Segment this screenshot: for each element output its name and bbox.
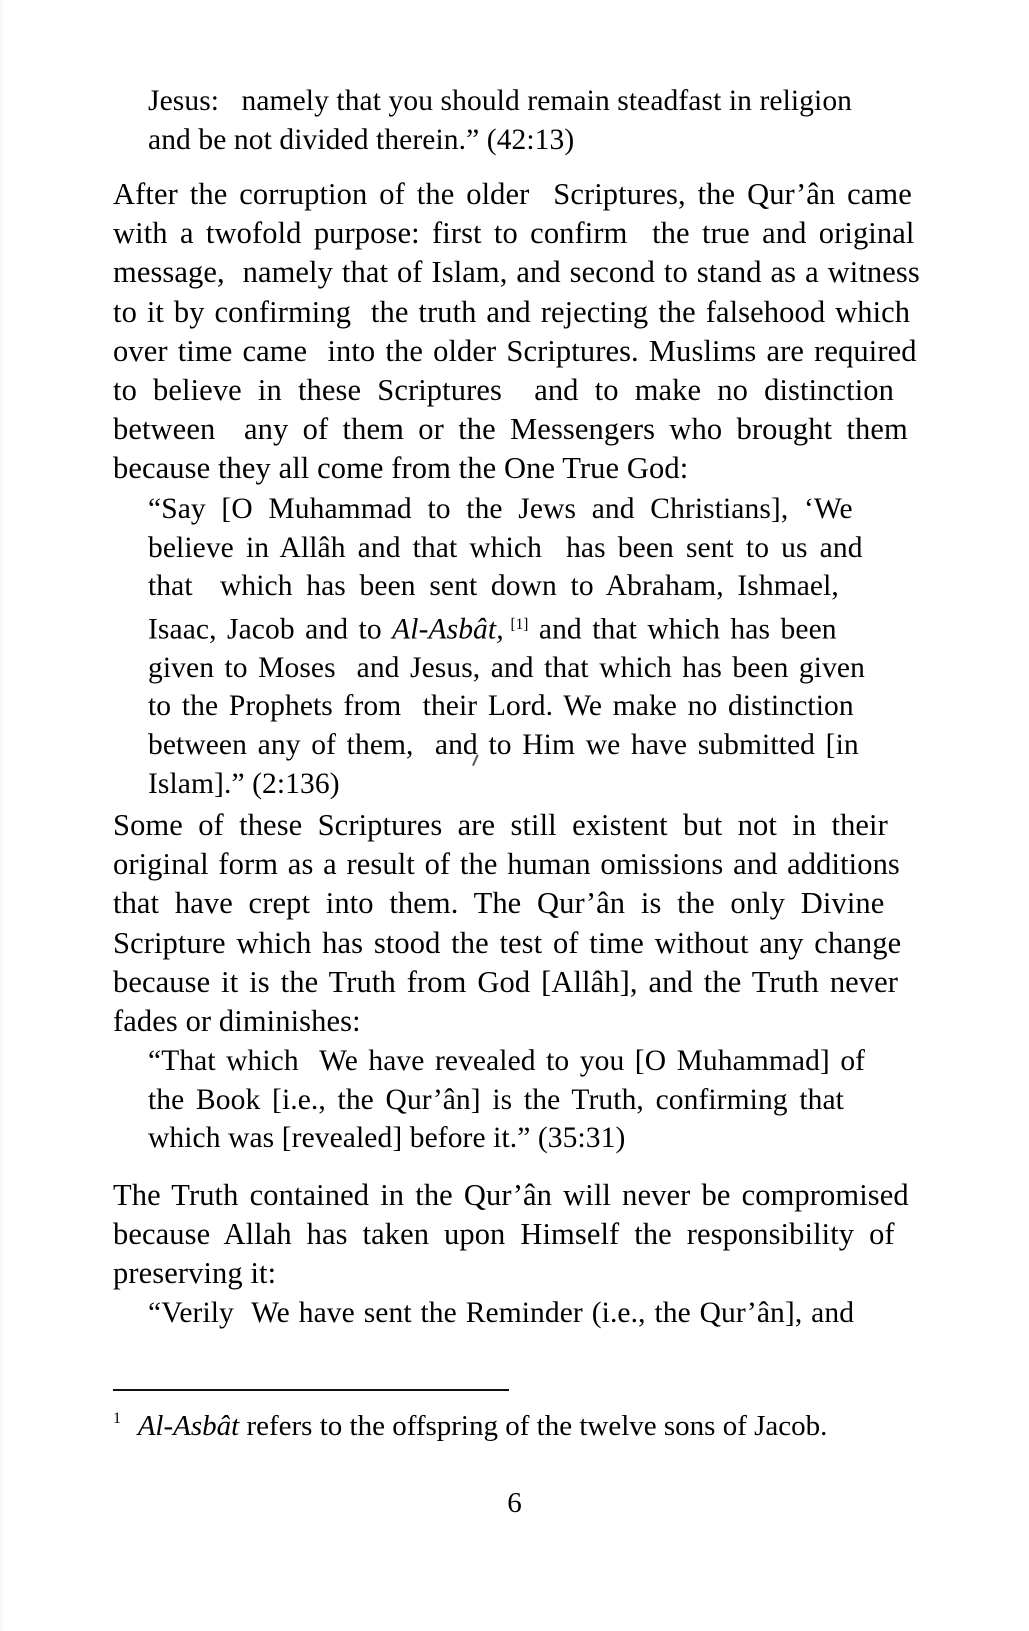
footnote-reference: [1] bbox=[503, 615, 529, 633]
text-line: to the Prophets from their Lord. We make no distinction bbox=[148, 690, 854, 723]
text-line: original form as a result of the human omissions and additions bbox=[113, 847, 900, 882]
text-line: “Verily We have sent the Reminder (i.e., the Qur’ân], and bbox=[148, 1297, 855, 1329]
text-line: to it by confirming the truth and rejecting the falsehood which bbox=[113, 294, 911, 329]
text-line: and be not divided therein.” (42:13) bbox=[148, 123, 575, 156]
text-line: because they all come from the One True God: bbox=[113, 451, 689, 486]
body-paragraph bbox=[113, 1176, 955, 1294]
text-line: that have crept into them. The Qur’ân is the only Divine bbox=[113, 886, 885, 921]
quotation-block bbox=[148, 490, 920, 803]
italic-term: Al-Asbât, bbox=[392, 613, 504, 646]
scan-edge-shading bbox=[0, 0, 5, 1631]
text-line: which was [revealed] before it.” (35:31) bbox=[148, 1122, 626, 1155]
text-line: The Truth contained in the Qur’ân will never be compromised bbox=[113, 1178, 909, 1212]
text-line: “That which We have revealed to you [O Muhammad] of bbox=[148, 1045, 866, 1077]
page-number: 6 bbox=[507, 1487, 522, 1519]
text-line: because it is the Truth from God [Allâh], and the Truth never bbox=[113, 964, 899, 999]
text-line: Jesus: namely that you should remain steadfast in religion bbox=[148, 85, 853, 117]
body-paragraph bbox=[113, 175, 955, 489]
text-line: the Book [i.e., the Qur’ân] is the Truth, confirming that bbox=[148, 1083, 844, 1116]
text-line: Some of these Scriptures are still existent but not in their bbox=[113, 808, 888, 842]
footnote-marker: 1 bbox=[113, 1410, 121, 1427]
text-line: believe in Allâh and that which has been sent to us and bbox=[148, 531, 863, 564]
quotation-block bbox=[148, 82, 920, 159]
body-paragraph bbox=[113, 806, 955, 1041]
text-line: because Allah has taken upon Himself the responsibility of bbox=[113, 1217, 895, 1252]
footnote bbox=[113, 1400, 955, 1445]
text-line: Scripture which has stood the test of time without any change bbox=[113, 925, 902, 960]
text-run: and that which has been bbox=[528, 613, 837, 646]
text-line: between any of them or the Messengers who brought them bbox=[113, 412, 908, 447]
footnote-separator-rule bbox=[113, 1389, 509, 1391]
text-line: with a twofold purpose: first to confirm the true and original bbox=[113, 216, 915, 251]
text-line: between any of them, and to Him we have submitted [in bbox=[148, 729, 859, 762]
text-line: After the corruption of the older Scriptures, the Qur’ân came bbox=[113, 177, 912, 211]
text-line: Islam].” (2:136) bbox=[148, 767, 340, 800]
text-line: preserving it: bbox=[113, 1256, 277, 1291]
text-line bbox=[148, 606, 920, 649]
text-line: that which has been sent down to Abraham, Ishmael, bbox=[148, 570, 839, 603]
text-line: to believe in these Scriptures and to make no distinction bbox=[113, 373, 894, 408]
text-line: message, namely that of Islam, and second to stand as a witness bbox=[113, 255, 920, 290]
footnote-term: Al-Asbât bbox=[137, 1409, 240, 1442]
text-line: given to Moses and Jesus, and that which has been given bbox=[148, 651, 865, 684]
text-line: “Say [O Muhammad to the Jews and Christians], ‘We bbox=[148, 493, 853, 525]
text-line: over time came into the older Scriptures. Muslims are required bbox=[113, 333, 917, 368]
text-run: Isaac, Jacob and to bbox=[148, 613, 393, 646]
quotation-block bbox=[148, 1042, 920, 1158]
footnote-text: refers to the offspring of the twelve sons of Jacob. bbox=[239, 1409, 828, 1442]
quotation-block bbox=[148, 1294, 920, 1333]
text-line: fades or diminishes: bbox=[113, 1004, 361, 1039]
